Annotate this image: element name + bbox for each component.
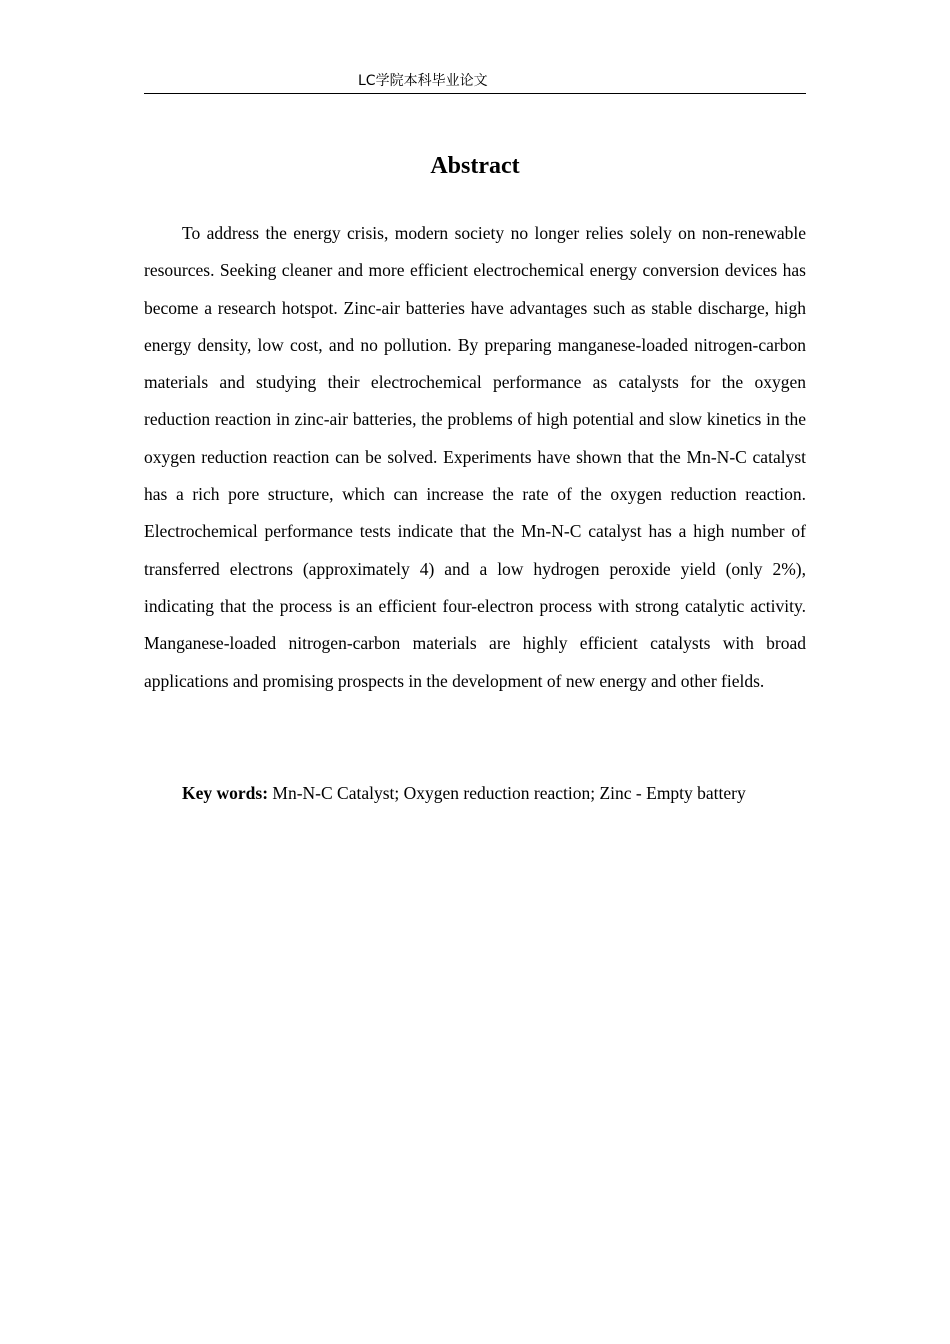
keywords-line (144, 775, 806, 812)
keywords-label: Key words: (182, 783, 269, 803)
abstract-title: Abstract (430, 153, 520, 179)
abstract-body: To address the energy crisis, modern society no longer relies solely on non-renewable resources. Seeking cleaner and more efficient electrochemical energy conversion devices has become a research hotspot. Zinc-air batteries have advantages such as stable discharge, high energy density, low cost, and no pollution. By preparing manganese-loaded nitrogen-carbon materials and studying their electrochemical performance as catalysts for the oxygen reduction reaction in zinc-air batteries, the problems of high potential and slow kinetics in the oxygen reduction reaction can be solved. Experiments have shown that the Mn-N-C catalyst has a rich pore structure, which can increase the rate of the oxygen reduction reaction. Electrochemical performance tests indicate that the Mn-N-C catalyst has a high number of transferred electrons (approximately 4) and a low hydrogen peroxide yield (only 2%), indicating that the process is an efficient four-electron process with strong catalytic activity. Manganese-loaded nitrogen-carbon materials are highly efficient catalysts with broad applications and promising prospects in the development of new energy and other fields. (144, 223, 806, 691)
header-title: LC学院本科毕业论文 (358, 73, 488, 89)
page-header (144, 70, 806, 94)
keywords-text: Mn-N-C Catalyst; Oxygen reduction reaction; Zinc - Empty battery (268, 783, 746, 803)
